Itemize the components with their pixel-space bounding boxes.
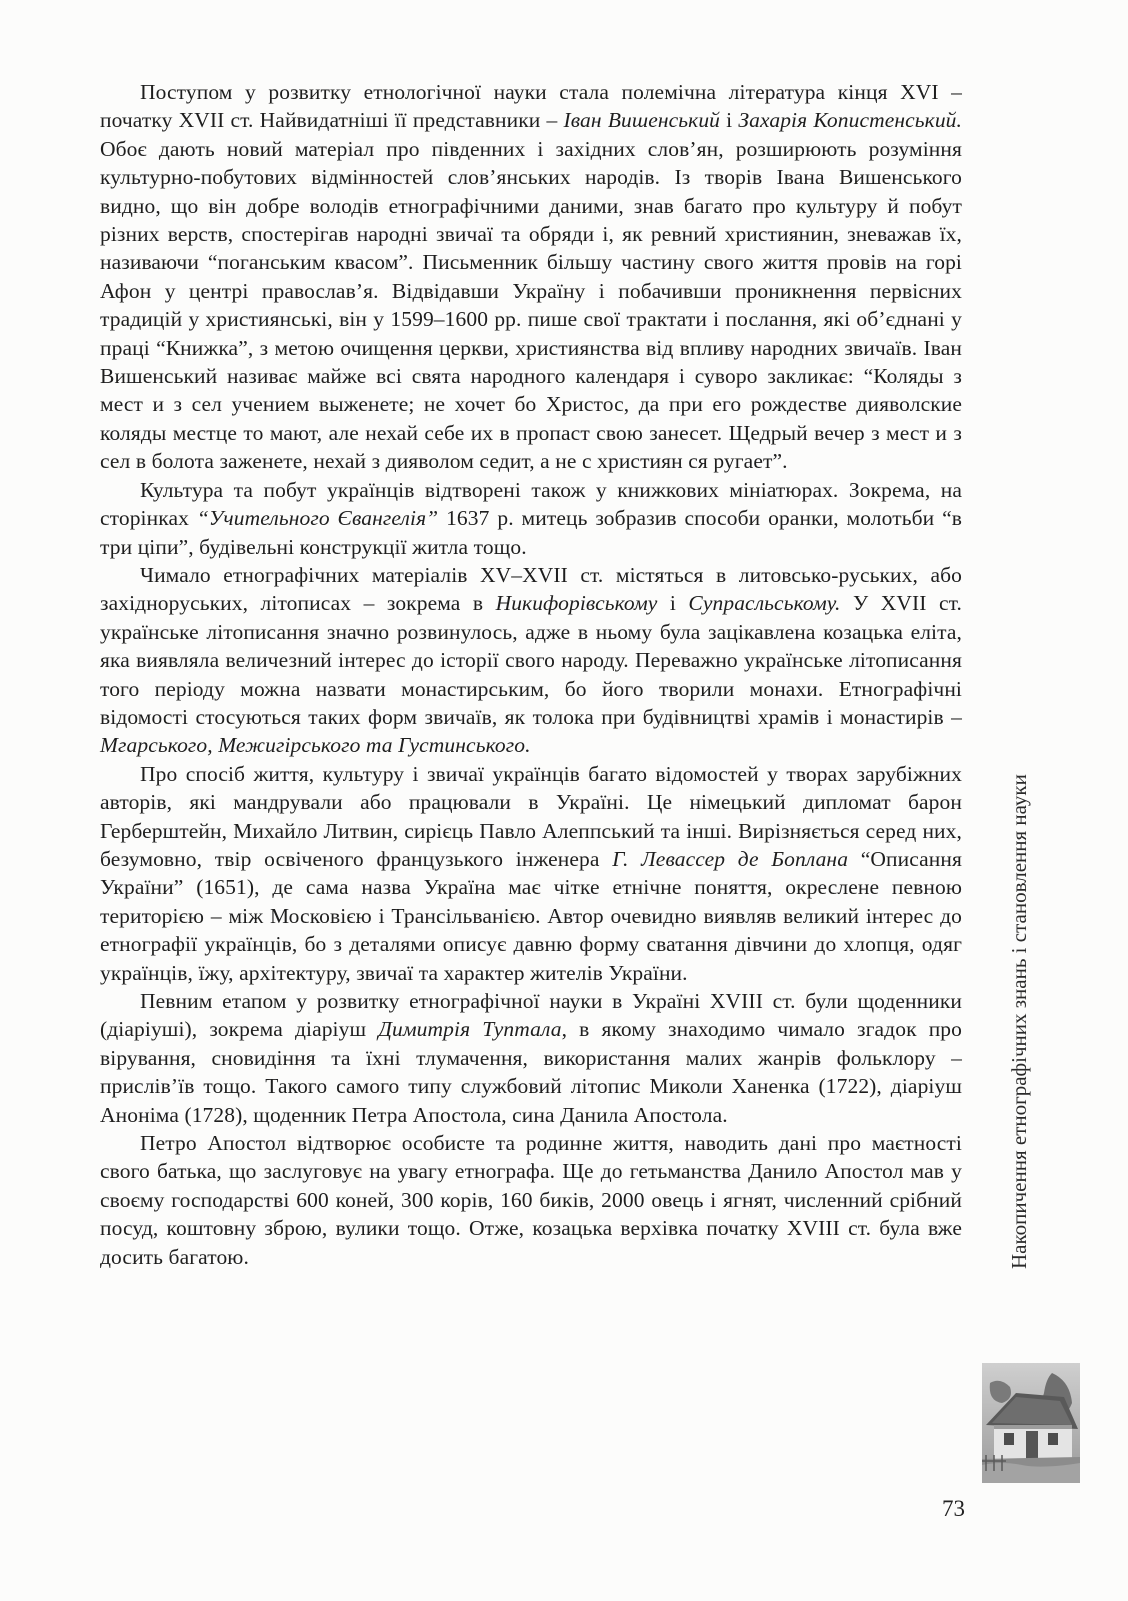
page-number: 73 (942, 1496, 965, 1521)
text-run: У XVII ст. українське літописання значно розвинулось, адже в ньому була зацікавлена козацька еліта, яка виявляла величезний інтерес до історії свого народу. Переважно українське літописання того періоду можна назвати монастирським, бо його творили монахи. Етнографічні відомості стосуються таких форм звичаїв, як толока при будівництві храмів і монастирів – (100, 591, 962, 729)
text-run: 1637 р. митець зобразив способи оранки, молотьби “в три ціпи”, будівельні конструкції житла тощо. (100, 506, 962, 559)
paragraph-6 (100, 1129, 962, 1271)
italic-run: Супрасльському. (688, 591, 841, 616)
text-run: Певним етапом у розвитку етнографічної науки в Україні XVIII ст. були щоденники (діаріуші), зокрема діаріуш (100, 989, 962, 1042)
paragraph-5 (100, 987, 962, 1129)
text-run: “Описання України” (1651), де сама назва Україна має чітке етнічне поняття, окреслене певною територією – між Московією і Трансільванією. Автор очевидно виявляв великий інтерес до етнографії українців, бо з деталями описує давню форму сватання дівчини до хлопця, одяг українців, їжу, архітектуру, звичаї та характер жителів України. (100, 846, 962, 985)
paragraph-2 (100, 476, 962, 561)
text-run: Про спосіб життя, культуру і звичаї українців багато відомостей у творах зарубіжних авторів, які мандрували або працювали в Україні. Це німецький дипломат барон Герберштейн, Михайло Литвин, сирієць Павло Алеппський та інші. Вирізняється серед них, безумовно, твір освіченого французького інженера (100, 761, 962, 871)
text-run: і (657, 591, 689, 616)
text-run: Обоє дають новий матеріал про південних і західних слов’ян, розширюють розуміння культурно-побутових відмінностей слов’янських народів. Із творів Івана Вишенського видно, що він добре володів етнографічними даними, знав багато про культуру й побут різних верств, спостерігав народні звичаї та обряди і, як ревний християнин, зневажав їх, називаючи “поганським квасом”. Письменник більшу частину свого життя провів на горі Афон у центрі православ’я. Відвідавши Україну і побачивши проникнення первісних традицій у християнські, він у 1599–1600 рр. пише свої трактати і послання, які об’єднані у праці “Книжка”, з метою очищення церкви, християнства від впливу народних звичаїв. Іван Вишенський називає майже всі свята народного календаря і суворо закликає: “Коляды з мест и з сел учением выженете; не хочет бо Христос, да при его рождестве дияволские коляды местце то мают, але нехай себе их в пропаст свою занесет. Щедрый вечер з мест и з сел в болота заженете, нехай з дияволом седит, а не с християн ся ругает”. (100, 136, 962, 474)
italic-run: “Учительного Євангелія” (196, 506, 439, 531)
paragraph-4 (100, 760, 962, 987)
text-run: і (720, 108, 739, 133)
italic-run: Димитрія Туптала (378, 1017, 562, 1042)
italic-run: Г. Левассер де Боплана (612, 846, 849, 871)
text-run: Чимало етнографічних матеріалів XV–XVII ст. містяться в литовсько-руських, або західноруських, літописах – зокрема в (100, 562, 962, 616)
text-run: Петро Апостол відтворює особисте та родинне життя, наводить дані про маєтності свого батька, що заслуговує на увагу етнографа. Ще до гетьманства Данило Апостол мав у своєму господарстві 600 коней, 300 корів, 160 биків, 2000 овець і ягнят, численний срібний посуд, коштовну зброю, вулики тощо. Отже, козацька верхівка початку XVIII ст. була вже досить багатою. (100, 1131, 962, 1269)
chapter-side-caption: Накопичення етнографічних знань і становлення науки (1007, 774, 1031, 1269)
italic-run: Іван Вишенський (563, 108, 721, 133)
italic-run: Никифорівському (495, 591, 658, 616)
body-text (100, 78, 962, 1271)
paragraph-1 (100, 78, 962, 476)
text-run: Культура та побут українців відтворені також у книжкових мініатюрах. Зокрема, на сторінках (100, 477, 962, 531)
italic-run: Мгарського, Межигірського та Густинського. (100, 733, 531, 758)
italic-run: Захарія Копистенський. (738, 108, 962, 133)
paragraph-3 (100, 561, 962, 760)
text-run: Поступом у розвитку етнологічної науки стала полемічна література кінця XVI – початку XVII ст. Найвидатніші її представники – (100, 80, 962, 133)
cottage-illustration-icon (982, 1363, 1080, 1483)
text-run: , в якому знаходимо чимало згадок про вірування, сновидіння та їхні тлумачення, використання малих жанрів фольклору – прислів’їв тощо. Такого самого типу службовий літопис Миколи Ханенка (1722), діаріуш Аноніма (1728), щоденник Петра Апостола, сина Данила Апостола. (100, 1017, 963, 1127)
